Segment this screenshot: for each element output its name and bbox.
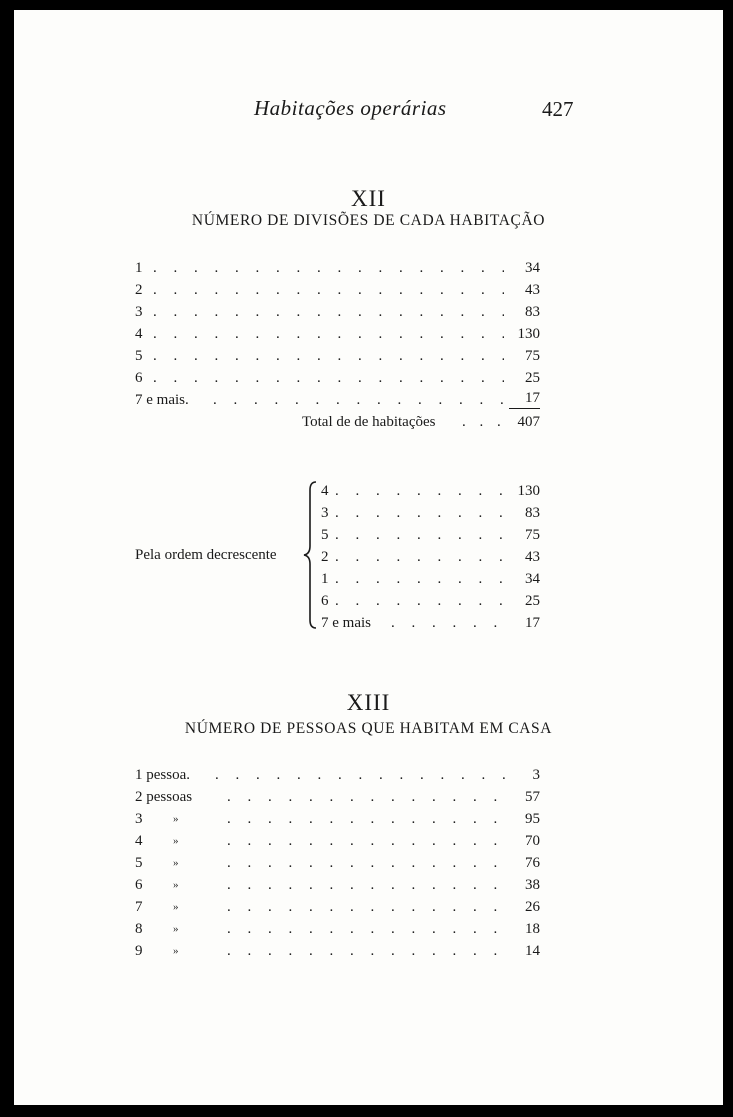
list-item: 4 . . . 130 bbox=[321, 480, 540, 502]
total-row bbox=[302, 411, 540, 433]
order-label: Pela ordem decrescente bbox=[135, 547, 277, 563]
ditto-mark: » bbox=[173, 835, 179, 847]
list-item: 5 » . . . 76 bbox=[135, 852, 540, 874]
ditto-mark: » bbox=[173, 923, 179, 935]
total-label: Total de de habitações bbox=[302, 414, 436, 430]
section-xii-number: XII bbox=[351, 186, 386, 211]
list-item: 1 . . . 34 bbox=[321, 568, 540, 590]
ditto-mark: » bbox=[173, 945, 179, 957]
list-item: 1 pessoa. . . . 3 bbox=[135, 764, 540, 786]
list-item: 3 . . . 83 bbox=[135, 301, 540, 323]
total-leader: . . . bbox=[462, 414, 506, 430]
list-item: 3 . . . 83 bbox=[321, 502, 540, 524]
running-head bbox=[14, 96, 723, 126]
section-xiii-number: XIII bbox=[346, 690, 391, 715]
list-item: 7 » . . . 26 bbox=[135, 896, 540, 918]
list-item: 6 » . . . 38 bbox=[135, 874, 540, 896]
ditto-mark: » bbox=[173, 813, 179, 825]
list-item: 4 . . . 130 bbox=[135, 323, 540, 345]
ditto-mark: » bbox=[173, 879, 179, 891]
list-item: 6 . . . 25 bbox=[135, 367, 540, 389]
list-item: 2 . . . 43 bbox=[321, 546, 540, 568]
list-item: 7 e mais. . . . 17 bbox=[135, 389, 540, 411]
curly-brace-icon bbox=[302, 480, 318, 630]
list-item: 5 . . . 75 bbox=[321, 524, 540, 546]
list-item: 5 . . . 75 bbox=[135, 345, 540, 367]
running-title: Habitações operárias bbox=[254, 96, 447, 120]
ditto-mark: » bbox=[173, 901, 179, 913]
list-item: 1 . . . 34 bbox=[135, 257, 540, 279]
list-item: 2 . . . 43 bbox=[135, 279, 540, 301]
list-item: 9 » . . . 14 bbox=[135, 940, 540, 962]
list-item: 4 » . . . 70 bbox=[135, 830, 540, 852]
list-item: 8 » . . . 18 bbox=[135, 918, 540, 940]
list-item: 3 » . . . 95 bbox=[135, 808, 540, 830]
ditto-mark: » bbox=[173, 857, 179, 869]
list-item: 2 pessoas . . . 57 bbox=[135, 786, 540, 808]
page-number: 427 bbox=[542, 97, 574, 121]
list-item: 7 e mais . . . 17 bbox=[321, 612, 540, 634]
section-xii-title: NÚMERO DE DIVISÕES DE CADA HABITAÇÃO bbox=[191, 212, 546, 229]
section-xiii-title: NÚMERO DE PESSOAS QUE HABITAM EM CASA bbox=[184, 720, 553, 737]
total-value: 407 bbox=[517, 414, 540, 430]
list-item: 6 . . . 25 bbox=[321, 590, 540, 612]
book-page bbox=[14, 10, 723, 1105]
